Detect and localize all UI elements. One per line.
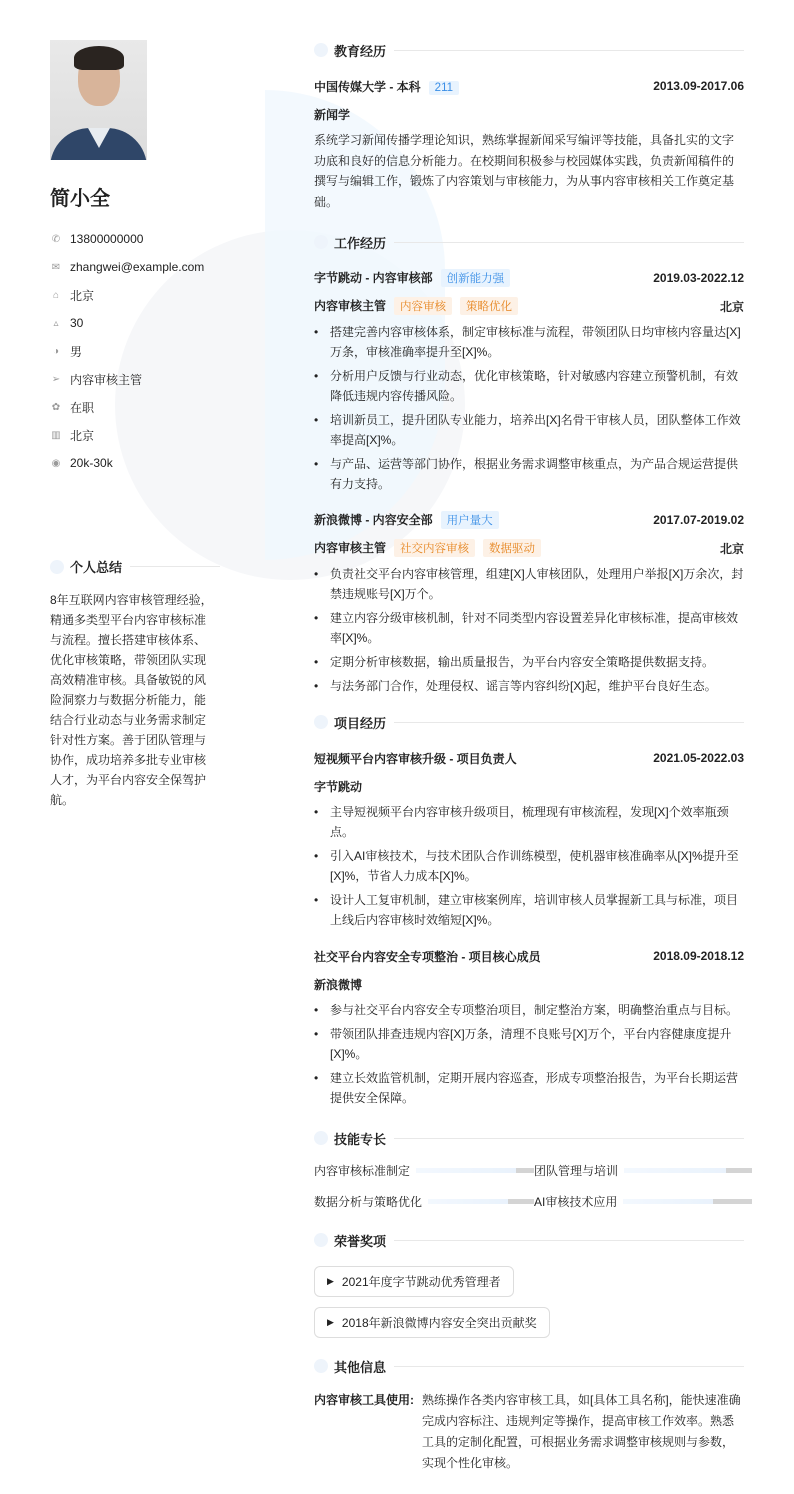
skill-name: AI审核技术应用	[534, 1195, 618, 1209]
other-key: 内容审核工具使用:	[314, 1393, 414, 1407]
main-content	[314, 40, 744, 1474]
job-date: 2017.07-2019.02	[653, 513, 744, 527]
list-item: • 建立内容分级审核机制，针对不同类型内容设置差异化审核标准，提高审核效率[X]%。	[314, 608, 744, 648]
list-item: • 参与社交平台内容安全专项整治项目，制定整治方案，明确整治重点与目标。	[314, 1000, 744, 1020]
project-bullets	[314, 802, 744, 930]
skill-item	[314, 1193, 534, 1210]
info-item	[50, 393, 220, 421]
info-item	[50, 309, 220, 337]
job	[314, 510, 744, 696]
list-item: • 培训新员工，提升团队专业能力，培养出[X]名骨干审核人员，团队整体工作效率提高[X]%。	[314, 410, 744, 450]
info-text: 内容审核主管	[70, 372, 143, 387]
info-item	[50, 337, 220, 365]
gender-icon: ◑	[52, 345, 60, 357]
skill-name: 团队管理与培训	[534, 1164, 619, 1178]
triangle-right-icon: ▶	[327, 1317, 334, 1327]
project-bullets	[314, 1000, 744, 1108]
education-date: 2013.09-2017.06	[653, 79, 744, 93]
list-item: • 带领团队排查违规内容[X]万条，清理不良账号[X]万个，平台内容健康度提升[X]%。	[314, 1024, 744, 1064]
salary-icon: ◉	[51, 457, 61, 469]
section-title: 技能专长	[334, 1131, 387, 1147]
project-date: 2021.05-2022.03	[653, 751, 744, 765]
mail-icon: ✉	[51, 261, 61, 273]
project	[314, 946, 744, 1108]
divider	[130, 566, 220, 567]
section-title: 荣誉奖项	[334, 1233, 387, 1249]
education-row	[314, 76, 744, 96]
cake-icon: ▵	[53, 317, 59, 329]
job-tag: 用户量大	[441, 511, 499, 529]
project-date: 2018.09-2018.12	[653, 949, 744, 963]
section-title: 教育经历	[334, 43, 387, 59]
status-icon: ✿	[51, 401, 61, 413]
job-row	[314, 268, 744, 288]
info-text: 13800000000	[70, 232, 144, 246]
job	[314, 268, 744, 494]
contact-info	[50, 225, 220, 477]
list-item: • 设计人工复审机制，建立审核案例库，培训审核人员掌握新工具与标准，项目上线后内容审核时效缩短[X]%。	[314, 890, 744, 930]
skill-name: 数据分析与策略优化	[314, 1195, 423, 1209]
company: 新浪微博 - 内容安全部	[314, 513, 433, 527]
section-dot-icon	[314, 1233, 328, 1247]
award-item[interactable]	[314, 1266, 514, 1297]
list-item: • 与产品、运营等部门协作，根据业务需求调整审核重点，为产品合规运营提供有力支持。	[314, 454, 744, 494]
skill-item	[534, 1162, 752, 1179]
other-header	[314, 1356, 744, 1376]
list-item: • 与法务部门合作，处理侵权、谣言等内容纠纷[X]起，维护平台良好生态。	[314, 676, 744, 696]
list-item: • 定期分析审核数据，输出质量报告，为平台内容安全策略提供数据支持。	[314, 652, 744, 672]
section-dot-icon	[50, 560, 64, 574]
role-row	[314, 538, 744, 558]
skill-level-bar	[416, 1168, 534, 1173]
send-icon: ➢	[51, 373, 61, 385]
section-dot-icon	[314, 235, 328, 249]
role: 内容审核主管	[314, 299, 387, 313]
skill-tag: 社交内容审核	[394, 539, 475, 557]
section-dot-icon	[314, 1131, 328, 1145]
project-name: 短视频平台内容审核升级 - 项目负责人	[314, 751, 517, 766]
job-date: 2019.03-2022.12	[653, 271, 744, 285]
education-header	[314, 40, 744, 60]
phone-icon: ✆	[51, 233, 61, 245]
summary-header	[50, 557, 220, 576]
skill-level-bar	[428, 1199, 534, 1204]
list-item: • 引入AI审核技术，与技术团队合作训练模型，使机器审核准确率从[X]%提升至[X]%，节省人力成本[X]%。	[314, 846, 744, 886]
award-text: 2018年新浪微博内容安全突出贡献奖	[341, 1316, 537, 1330]
skill-name: 内容审核标准制定	[314, 1164, 411, 1178]
divider	[394, 50, 744, 51]
award-item[interactable]	[314, 1307, 550, 1338]
divider	[394, 1240, 744, 1241]
info-text: 30	[70, 316, 84, 330]
job-tag: 创新能力强	[441, 269, 511, 287]
skills-header	[314, 1128, 744, 1148]
skill-tag: 数据驱动	[483, 539, 541, 557]
info-text: 在职	[70, 400, 95, 415]
divider	[394, 1138, 744, 1139]
list-item: • 建立长效监管机制，定期开展内容巡查，形成专项整治报告，为平台长期运营提供安全保障。	[314, 1068, 744, 1108]
info-item	[50, 225, 220, 253]
info-text: 北京	[70, 288, 95, 303]
work-header	[314, 232, 744, 252]
job-city: 北京	[719, 299, 744, 314]
other-value: 熟练操作各类内容审核工具，如[具体工具名称]，能快速准确完成内容标注、违规判定等操作，提高审核工作效率。熟悉工具的定制化配置，可根据业务需求调整审核规则与参数，实现个性化审核。	[422, 1393, 741, 1470]
summary-text: 8年互联网内容审核管理经验，精通多类型平台内容审核标准与流程。擅长搭建审核体系、优化审核策略，带领团队实现高效精准审核。具备敏锐的风险洞察力与数据分析能力，能结合行业动态与业务需求制定针对性方案。善于团队管理与协作，成功培养多批专业审核人才，为平台内容安全保驾护航。	[50, 593, 213, 807]
divider	[394, 1366, 744, 1367]
project	[314, 748, 744, 930]
section-dot-icon	[314, 715, 328, 729]
section-dot-icon	[314, 1359, 328, 1373]
divider	[394, 722, 744, 723]
job-bullets	[314, 564, 744, 696]
section-title: 工作经历	[334, 235, 387, 251]
section-dot-icon	[314, 43, 328, 57]
role-row	[314, 296, 744, 316]
list-item: • 负责社交平台内容审核管理，组建[X]人审核团队，处理用户举报[X]万余次，封禁违规账号[X]万个。	[314, 564, 744, 604]
project-row	[314, 946, 744, 966]
job-city: 北京	[719, 541, 744, 556]
info-item	[50, 365, 220, 393]
sidebar	[50, 40, 220, 810]
major: 新闻学	[314, 107, 351, 122]
info-item	[50, 421, 220, 449]
job-bullets	[314, 322, 744, 494]
projects-header	[314, 712, 744, 732]
company: 字节跳动 - 内容审核部	[314, 271, 433, 285]
avatar	[50, 40, 147, 160]
home-icon: ⌂	[52, 289, 60, 301]
role: 内容审核主管	[314, 541, 387, 555]
info-text: 男	[70, 344, 83, 359]
list-item: • 分析用户反馈与行业动态，优化审核策略，针对敏感内容建立预警机制，有效降低违规内容传播风险。	[314, 366, 744, 406]
job-row	[314, 510, 744, 530]
project-org: 新浪微博	[314, 977, 363, 992]
skill-tag: 内容审核	[394, 297, 452, 315]
section-title: 其他信息	[334, 1359, 387, 1375]
section-title: 项目经历	[334, 715, 387, 731]
info-item	[50, 281, 220, 309]
skill-level-bar	[623, 1199, 752, 1204]
project-row	[314, 748, 744, 768]
list-item: • 主导短视频平台内容审核升级项目，梳理现有审核流程，发现[X]个效率瓶颈点。	[314, 802, 744, 842]
info-text: 北京	[70, 428, 95, 443]
divider	[394, 242, 744, 243]
candidate-name: 简小全	[50, 188, 110, 210]
awards-header	[314, 1230, 744, 1250]
info-text: zhangwei@example.com	[70, 260, 205, 274]
list-item: • 搭建完善内容审核体系，制定审核标准与流程，带领团队日均审核内容量达[X]万条，审核准确率提升至[X]%。	[314, 322, 744, 362]
building-icon: ▥	[51, 429, 61, 441]
education-desc: 系统学习新闻传播学理论知识，熟练掌握新闻采写编评等技能，具备扎实的文字功底和良好的信息分析能力。在校期间积极参与校园媒体实践，负责新闻稿件的撰写与编辑工作，锻炼了内容策划与审核能力，为从事内容审核相关工作奠定基础。	[314, 133, 735, 209]
other-info	[314, 1390, 744, 1474]
info-item	[50, 449, 220, 477]
triangle-right-icon: ▶	[327, 1276, 334, 1286]
school-tag: 211	[429, 81, 459, 95]
school: 中国传媒大学 - 本科	[314, 79, 421, 94]
skill-tag: 策略优化	[460, 297, 518, 315]
skill-level-bar	[624, 1168, 752, 1173]
project-name: 社交平台内容安全专项整治 - 项目核心成员	[314, 949, 541, 964]
info-item	[50, 253, 220, 281]
info-text: 20k-30k	[70, 456, 113, 470]
section-title: 个人总结	[70, 560, 123, 575]
skill-item	[534, 1193, 752, 1210]
skill-item	[314, 1162, 534, 1179]
award-text: 2021年度字节跳动优秀管理者	[341, 1275, 501, 1289]
project-org: 字节跳动	[314, 779, 363, 794]
